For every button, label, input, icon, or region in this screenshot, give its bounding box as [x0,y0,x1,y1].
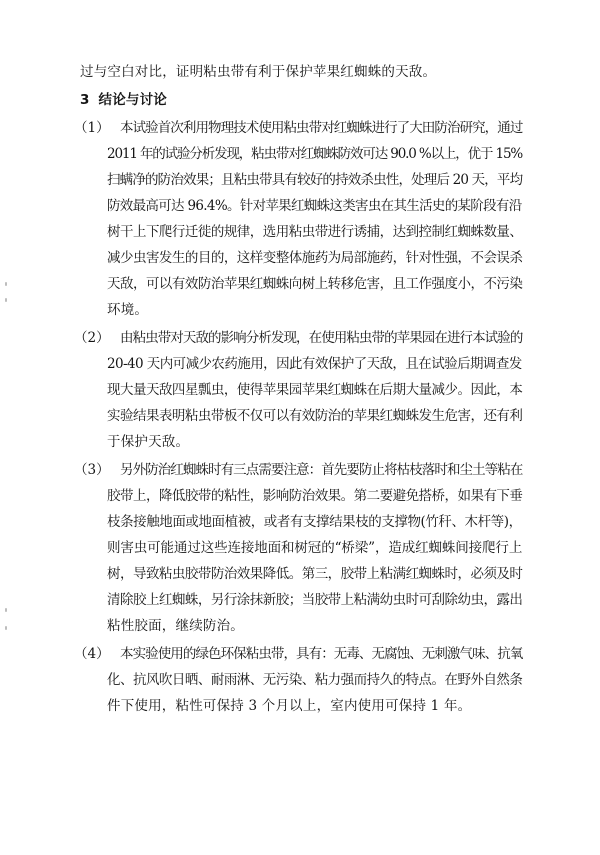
section-heading [80,91,167,109]
scan-speck [5,608,7,612]
scan-speck [5,282,7,286]
section-title: 结论与讨论 [98,92,167,108]
item-number: （1） [74,120,110,136]
item-line: 清除胶上红蜘蛛，另行涂抹新胶；当胶带上粘满幼虫时可刮除幼虫，露出 [107,592,523,608]
intro-line: 过与空白对比，证明粘虫带有利于保护苹果红蜘蛛的天敌。 [80,64,437,80]
item-line: 枝条接触地面或地面植被，或者有支撑结果枝的支撑物(竹秆、木杆等)， [107,514,522,530]
item-line: 胶带上，降低胶带的粘性，影响防治效果。第二要避免搭桥，如果有下垂 [107,488,523,504]
item-line: 20-40 天内可减少农药施用，因此有效保护了天敌，且在试验后期调查发 [107,356,522,372]
item-line: 现大量天敌四星瓢虫，使得苹果园苹果红蜘蛛在后期大量减少。因此，本 [107,382,523,398]
item-line: 另外防治红蜘蛛时有三点需要注意：首先要防止将枯枝落时和尘土等粘在 [120,462,523,478]
item-number: （3） [74,462,110,478]
item-line: 本实验使用的绿色环保粘虫带，具有：无毒、无腐蚀、无刺激气味、抗氧 [120,646,523,662]
item-line: 减少虫害发生的目的，这样变整体施药为局部施药，针对性强，不会误杀 [107,250,523,266]
item-line: 于保护天敌。 [107,434,190,450]
item-line: 树，导致粘虫胶带防治效果降低。第三，胶带上粘满红蜘蛛时，必须及时 [107,566,523,582]
item-number: （2） [74,330,110,346]
item-line: 天敌，可以有效防治苹果红蜘蛛向树上转移危害，且工作强度小，不污染 [107,276,523,292]
item-line: 粘性胶面，继续防治。 [107,618,244,634]
item-line: 扫螨净的防治效果；且粘虫带具有较好的持效杀虫性，处理后 20 天，平均 [107,172,523,188]
scan-speck [5,626,7,630]
item-number: （4） [74,646,110,662]
item-line: 由粘虫带对天敌的影响分析发现，在使用粘虫带的苹果园在进行本试验的 [120,330,523,346]
item-line: 本试验首次利用物理技术使用粘虫带对红蜘蛛进行了大田防治研究，通过 [120,120,523,136]
item-line: 实验结果表明粘虫带板不仅可以有效防治的苹果红蜘蛛发生危害，还有利 [107,408,523,424]
item-line: 2011 年的试验分析发现，粘虫带对红蜘蛛防效可达 90.0 %以上，优于 15% [107,146,523,162]
item-line: 件下使用，粘性可保持 3 个月以上，室内使用可保持 1 年。 [107,698,472,714]
item-line: 环境。 [107,302,149,318]
item-line: 则害虫可能通过这些连接地面和树冠的“桥梁”，造成红蜘蛛间接爬行上 [107,540,523,556]
item-line: 化、抗风吹日晒、耐雨淋、无污染、粘力强而持久的特点。在野外自然条 [107,672,523,688]
item-line: 防效最高可达 96.4%。针对苹果红蜘蛛这类害虫在其生活史的某阶段有沿 [107,198,522,214]
scan-speck [5,298,7,302]
item-line: 树干上下爬行迁徙的规律，选用粘虫带进行诱捕，达到控制红蜘蛛数量、 [107,224,523,240]
section-number: 3 [80,92,90,108]
